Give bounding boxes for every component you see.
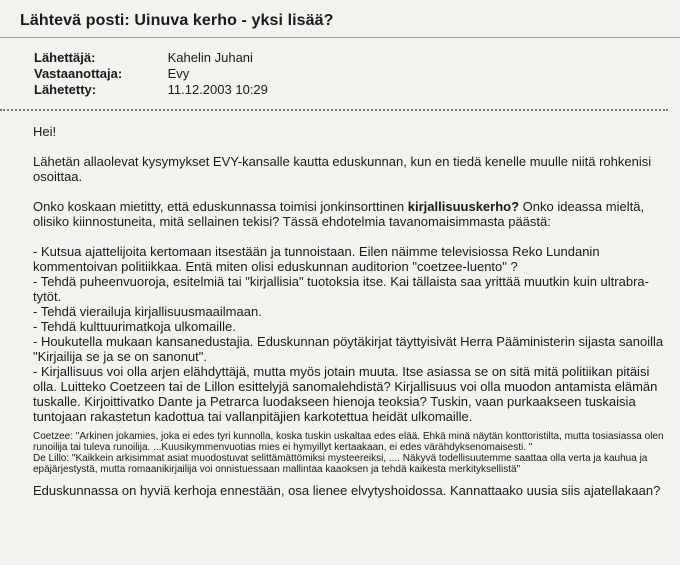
list-item: - Tehdä puheenvuoroja, esitelmiä tai "kirjallisia" tuotoksia itse. Kai tällaista saa yrittää muutkin kuin ultrabra-tytöt.: [33, 274, 649, 304]
header-row-sent: [34, 82, 268, 97]
closing-paragraph: Eduskunnassa on hyviä kerhoja ennestään, osa lienee elvytyshoidossa. Kannattaako uusia siis ajatellakaan?: [33, 483, 661, 498]
sender-value: Kahelin Juhani: [167, 50, 253, 65]
coetzee-quote: Coetzee: "Arkinen jokamies, joka ei edes tyri kunnolla, koska tuskin uskaltaa edes elää. Ehkä minä näytän konttoristilta, mutta tosiasiassa olen runoilija tai tuleva runoilija. ...Kuusikymmenvuotias mies ei hymyillyt kertaakaan, ei edes värähdyksenomaisesti. ": [33, 431, 664, 453]
sent-label: Lähetetty:: [34, 82, 97, 97]
list-item: - Kirjallisuus voi olla arjen elähdyttäjä, mutta myös jotain muuta. Itse asiassa se on sitä mitä politiikan pitäisi olla. Luitteko Coetzeen tai de Lillon esittelyjä sanomalehdistä? Kirjallisuus voi olla muodon antamista elämän tuskalle. Kirjoittivatko Dante ja Petrarca luodakseen hienoja teoksia? Tuskin, vaan purkaakseen tuskaisia tuntojaan rakastetun kadottua tai vallanpitäjien karkotettua heidät ulkomaille.: [33, 364, 658, 424]
question-text-start: Onko koskaan mietitty, että eduskunnassa toimisi jonkinsorttinen: [33, 199, 408, 214]
header-row-sender: [34, 50, 253, 65]
list-item: - Tehdä vierailuja kirjallisuusmaailmaan.: [33, 304, 262, 319]
intro-paragraph: Lähetän allaolevat kysymykset EVY-kansalle kautta eduskunnan, kun en tiedä kenelle muulle niitä rohkenisi osoittaa.: [33, 154, 652, 184]
sender-label: Lähettäjä:: [34, 50, 96, 65]
message-body: [33, 124, 667, 498]
header-divider: [0, 109, 668, 111]
header-row-recipient: [34, 66, 189, 81]
recipient-value: Evy: [167, 66, 190, 81]
list-item: - Kutsua ajattelijoita kertomaan itsestään ja tunnoistaan. Eilen näimme televisiossa Reko Lundanin kommentoivan politiikkaa. Entä miten olisi eduskunnan auditorion "coetzee-luento" ?: [33, 244, 600, 274]
question-text-end: Onko ideassa mieltä, olisiko kiinnostuneita, mitä sellainen tekisi? Tässä ehdotelmia tavanomaisimmasta päästä:: [33, 199, 645, 229]
email-title: Lähtevä posti: Uinuva kerho - yksi lisää?: [20, 12, 334, 29]
greeting: Hei!: [33, 124, 57, 139]
sent-value: 11.12.2003 10:29: [167, 82, 268, 97]
question-paragraph: [33, 199, 667, 229]
list-item: - Houkutella mukaan kansanedustajia. Eduskunnan pöytäkirjat täyttyisivät Herra Pääministerin sijasta sanoilla "Kirjailija se ja se on sanonut".: [33, 334, 664, 364]
question-highlight: kirjallisuuskerho?: [407, 199, 520, 214]
title-divider: [0, 37, 680, 38]
list-item: - Tehdä kulttuurimatkoja ulkomaille.: [33, 319, 236, 334]
delillo-quote: De Lillo: "Kaikkein arkisimmat asiat muodostuvat selittämättömiksi mysteereiksi, .... Näkyvä todellisuutemme saattaa olla verta ja kauhua ja epäjärjestystä, mutta romaanikirjailija voi onnistuessaan mallintaa kaaoksen ja tehdä kaikesta merkityksellistä": [33, 453, 648, 475]
recipient-label: Vastaanottaja:: [34, 66, 123, 81]
